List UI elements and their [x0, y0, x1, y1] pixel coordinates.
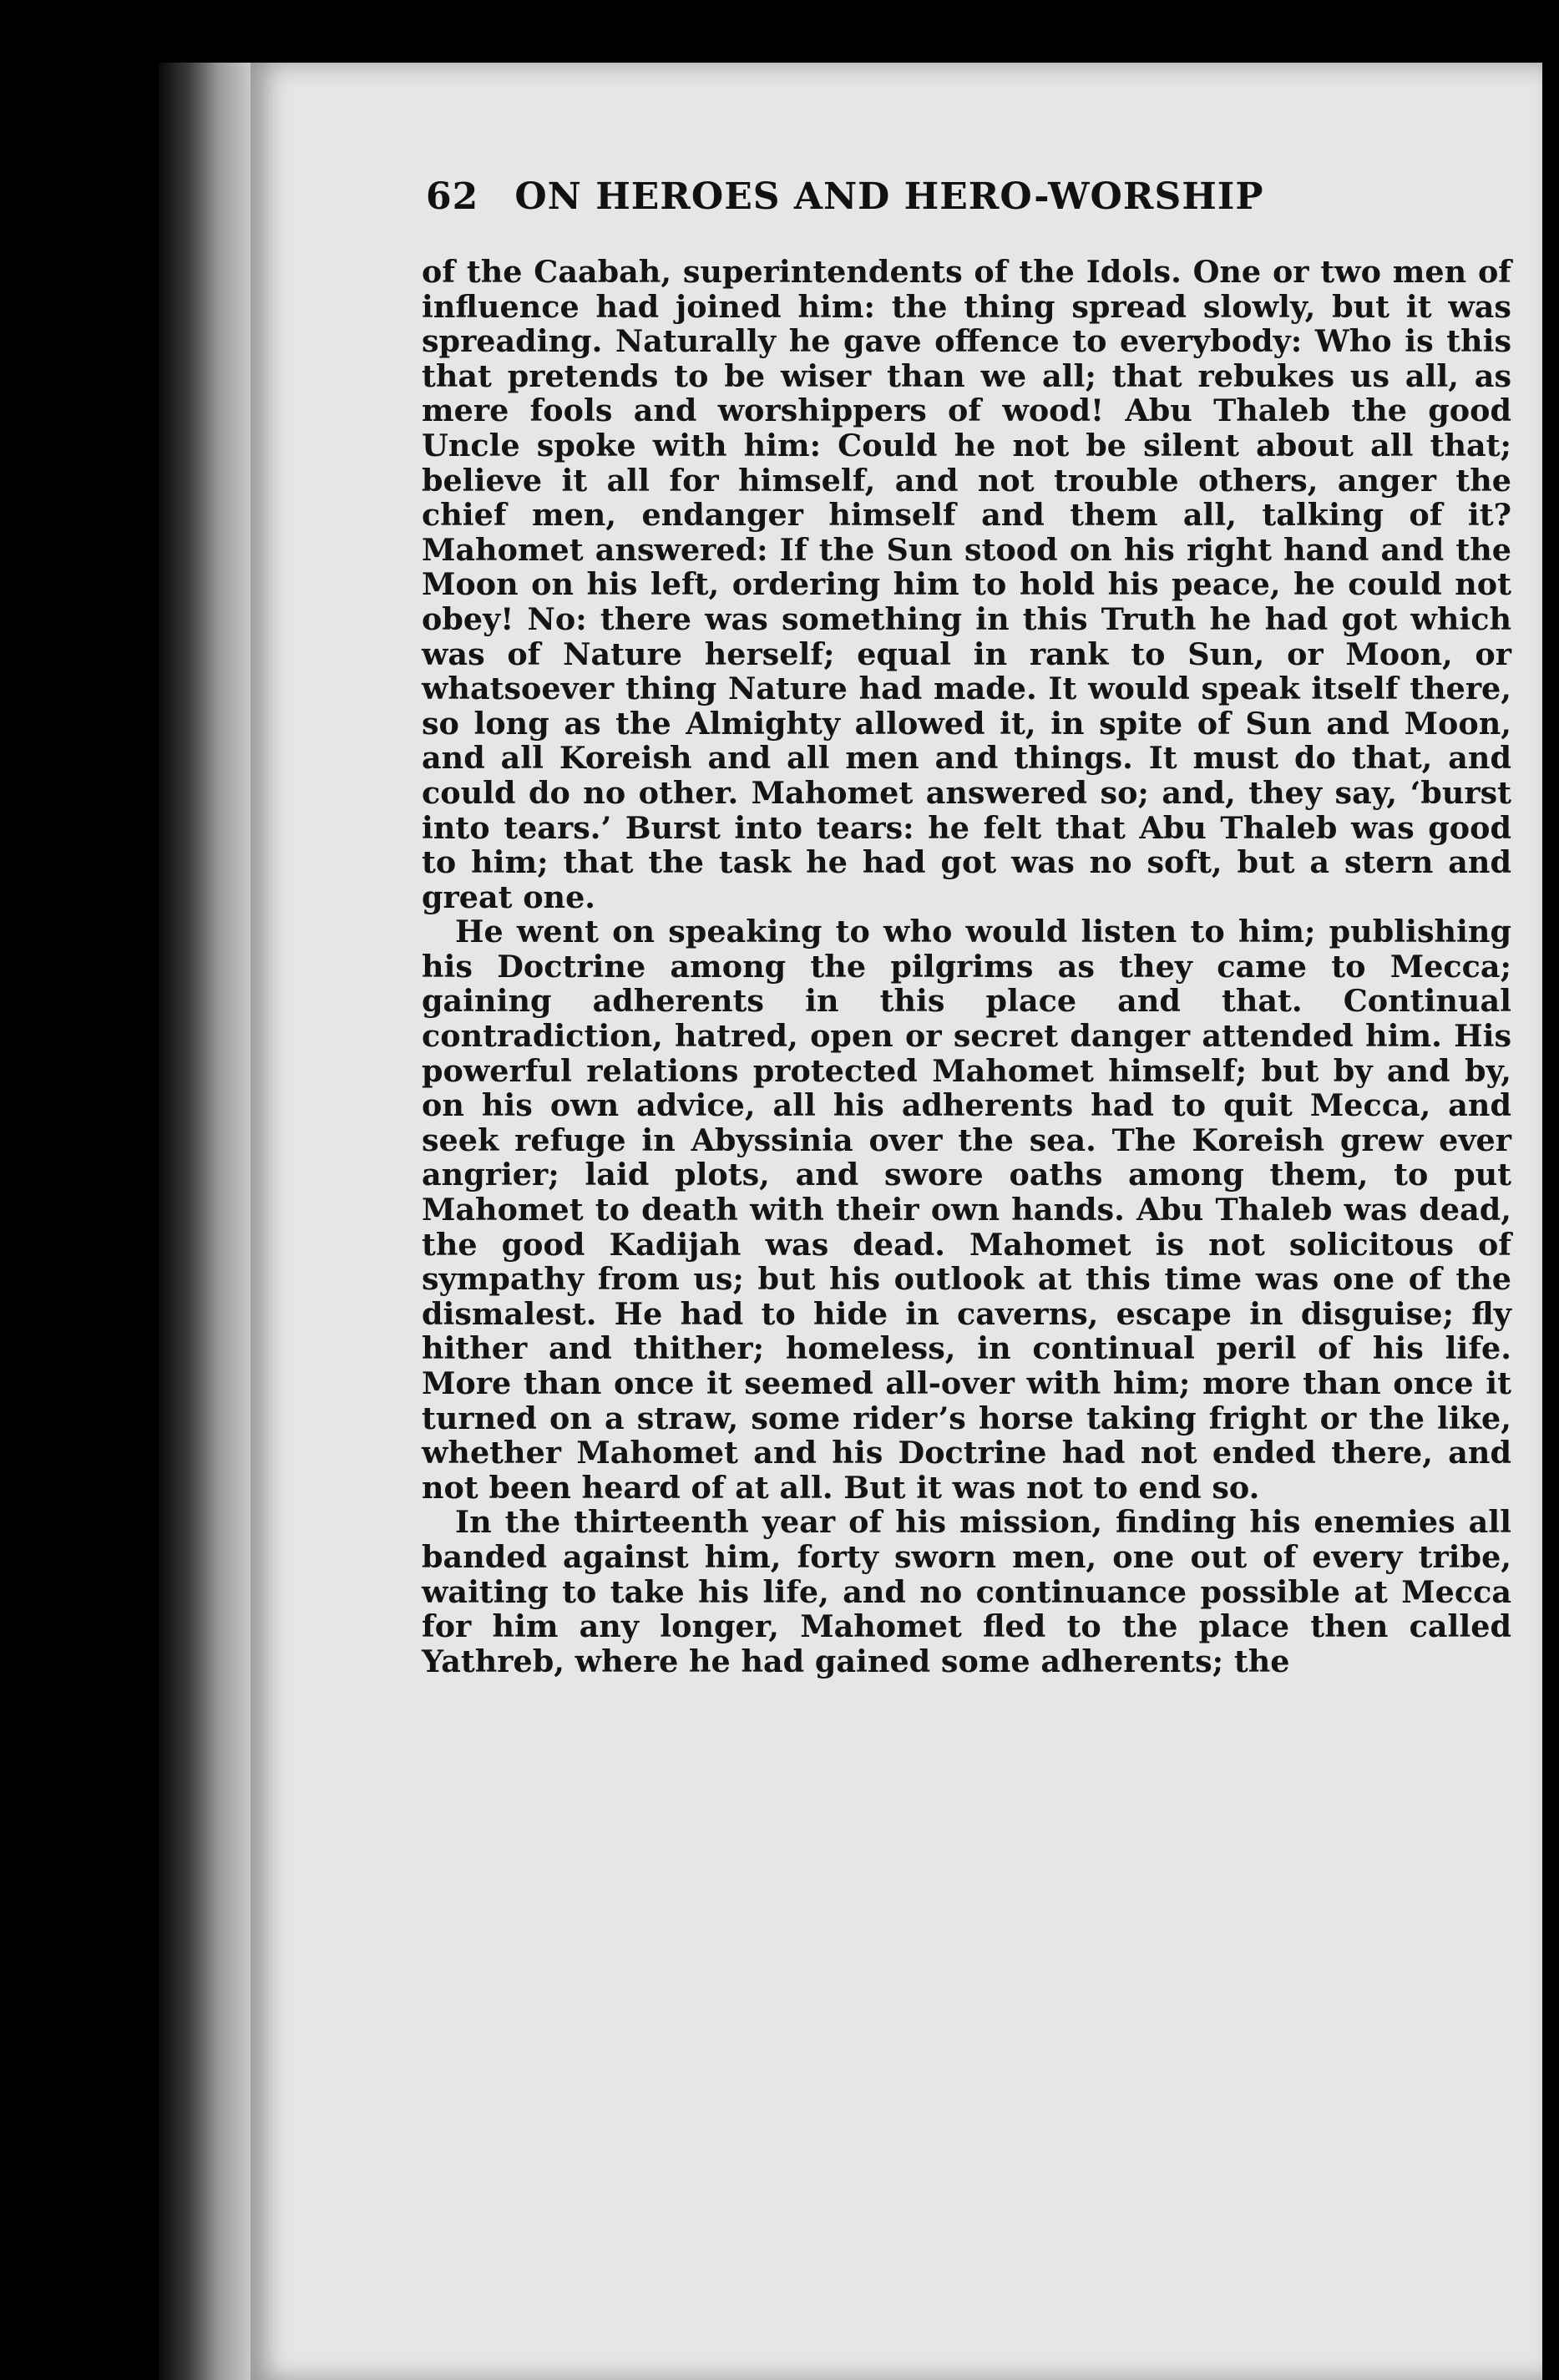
- running-header: [426, 175, 1428, 234]
- body-text: [422, 255, 1511, 1679]
- page-binding-edge: [159, 63, 259, 2380]
- paragraph-continued: of the Caabah, superintendents of the Idols. One or two men of influence had joined him: the thing spread slowly, but it was spreading. Naturally he gave offence to everybody: Who is this that pretends to be wiser than we all; that rebukes us all, as mere fools and worshippers of wood! Abu Thaleb the good Uncle spoke with him: Could he not be silent about all that; believe it all for himself, and not trouble others, anger the chief men, endanger himself and them all, talking of it? Mahomet answered: If the Sun stood on his right hand and the Moon on his left, ordering him to hold his peace, he could not obey! No: there was something in this Truth he had got which was of Nature herself; equal in rank to Sun, or Moon, or whatsoever thing Nature had made. It would speak itself there, so long as the Almighty allowed it, in spite of Sun and Moon, and all Koreish and all men and things. It must do that, and could do no other. Mahomet answered so; and, they say, ‘burst into tears.’ Burst into tears: he felt that Abu Thaleb was good to him; that the task he had got was no soft, but a stern and great one.: [422, 254, 1511, 915]
- paragraph: He went on speaking to who would listen to him; publishing his Doctrine among the pilgrims as they came to Mecca; gaining adherents in this place and that. Continual contradiction, hatred, open or secret danger attended him. His powerful relations protected Mahomet himself; but by and by, on his own advice, all his adherents had to quit Mecca, and seek refuge in Abyssinia over the sea. The Koreish grew ever angrier; laid plots, and swore oaths among them, to put Mahomet to death with their own hands. Abu Thaleb was dead, the good Kadijah was dead. Mahomet is not solicitous of sympathy from us; but his outlook at this time was one of the dismalest. He had to hide in caverns, escape in disguise; fly hither and thither; homeless, in continual peril of his life. More than once it seemed all-over with him; more than once it turned on a straw, some rider’s horse taking fright or the like, whether Mahomet and his Doctrine had not ended there, and not been heard of at all. But it was not to end so.: [422, 914, 1511, 1506]
- page-number: 62: [426, 175, 479, 218]
- paragraph: In the thirteenth year of his mission, finding his enemies all banded against him, forty sworn men, one out of every tribe, waiting to take his life, and no continuance possible at Mecca for him any longer, Mahomet fled to the place then called Yathreb, where he had gained some adherents; the: [422, 1504, 1511, 1679]
- running-title: ON HEROES AND HERO-WORSHIP: [514, 175, 1264, 218]
